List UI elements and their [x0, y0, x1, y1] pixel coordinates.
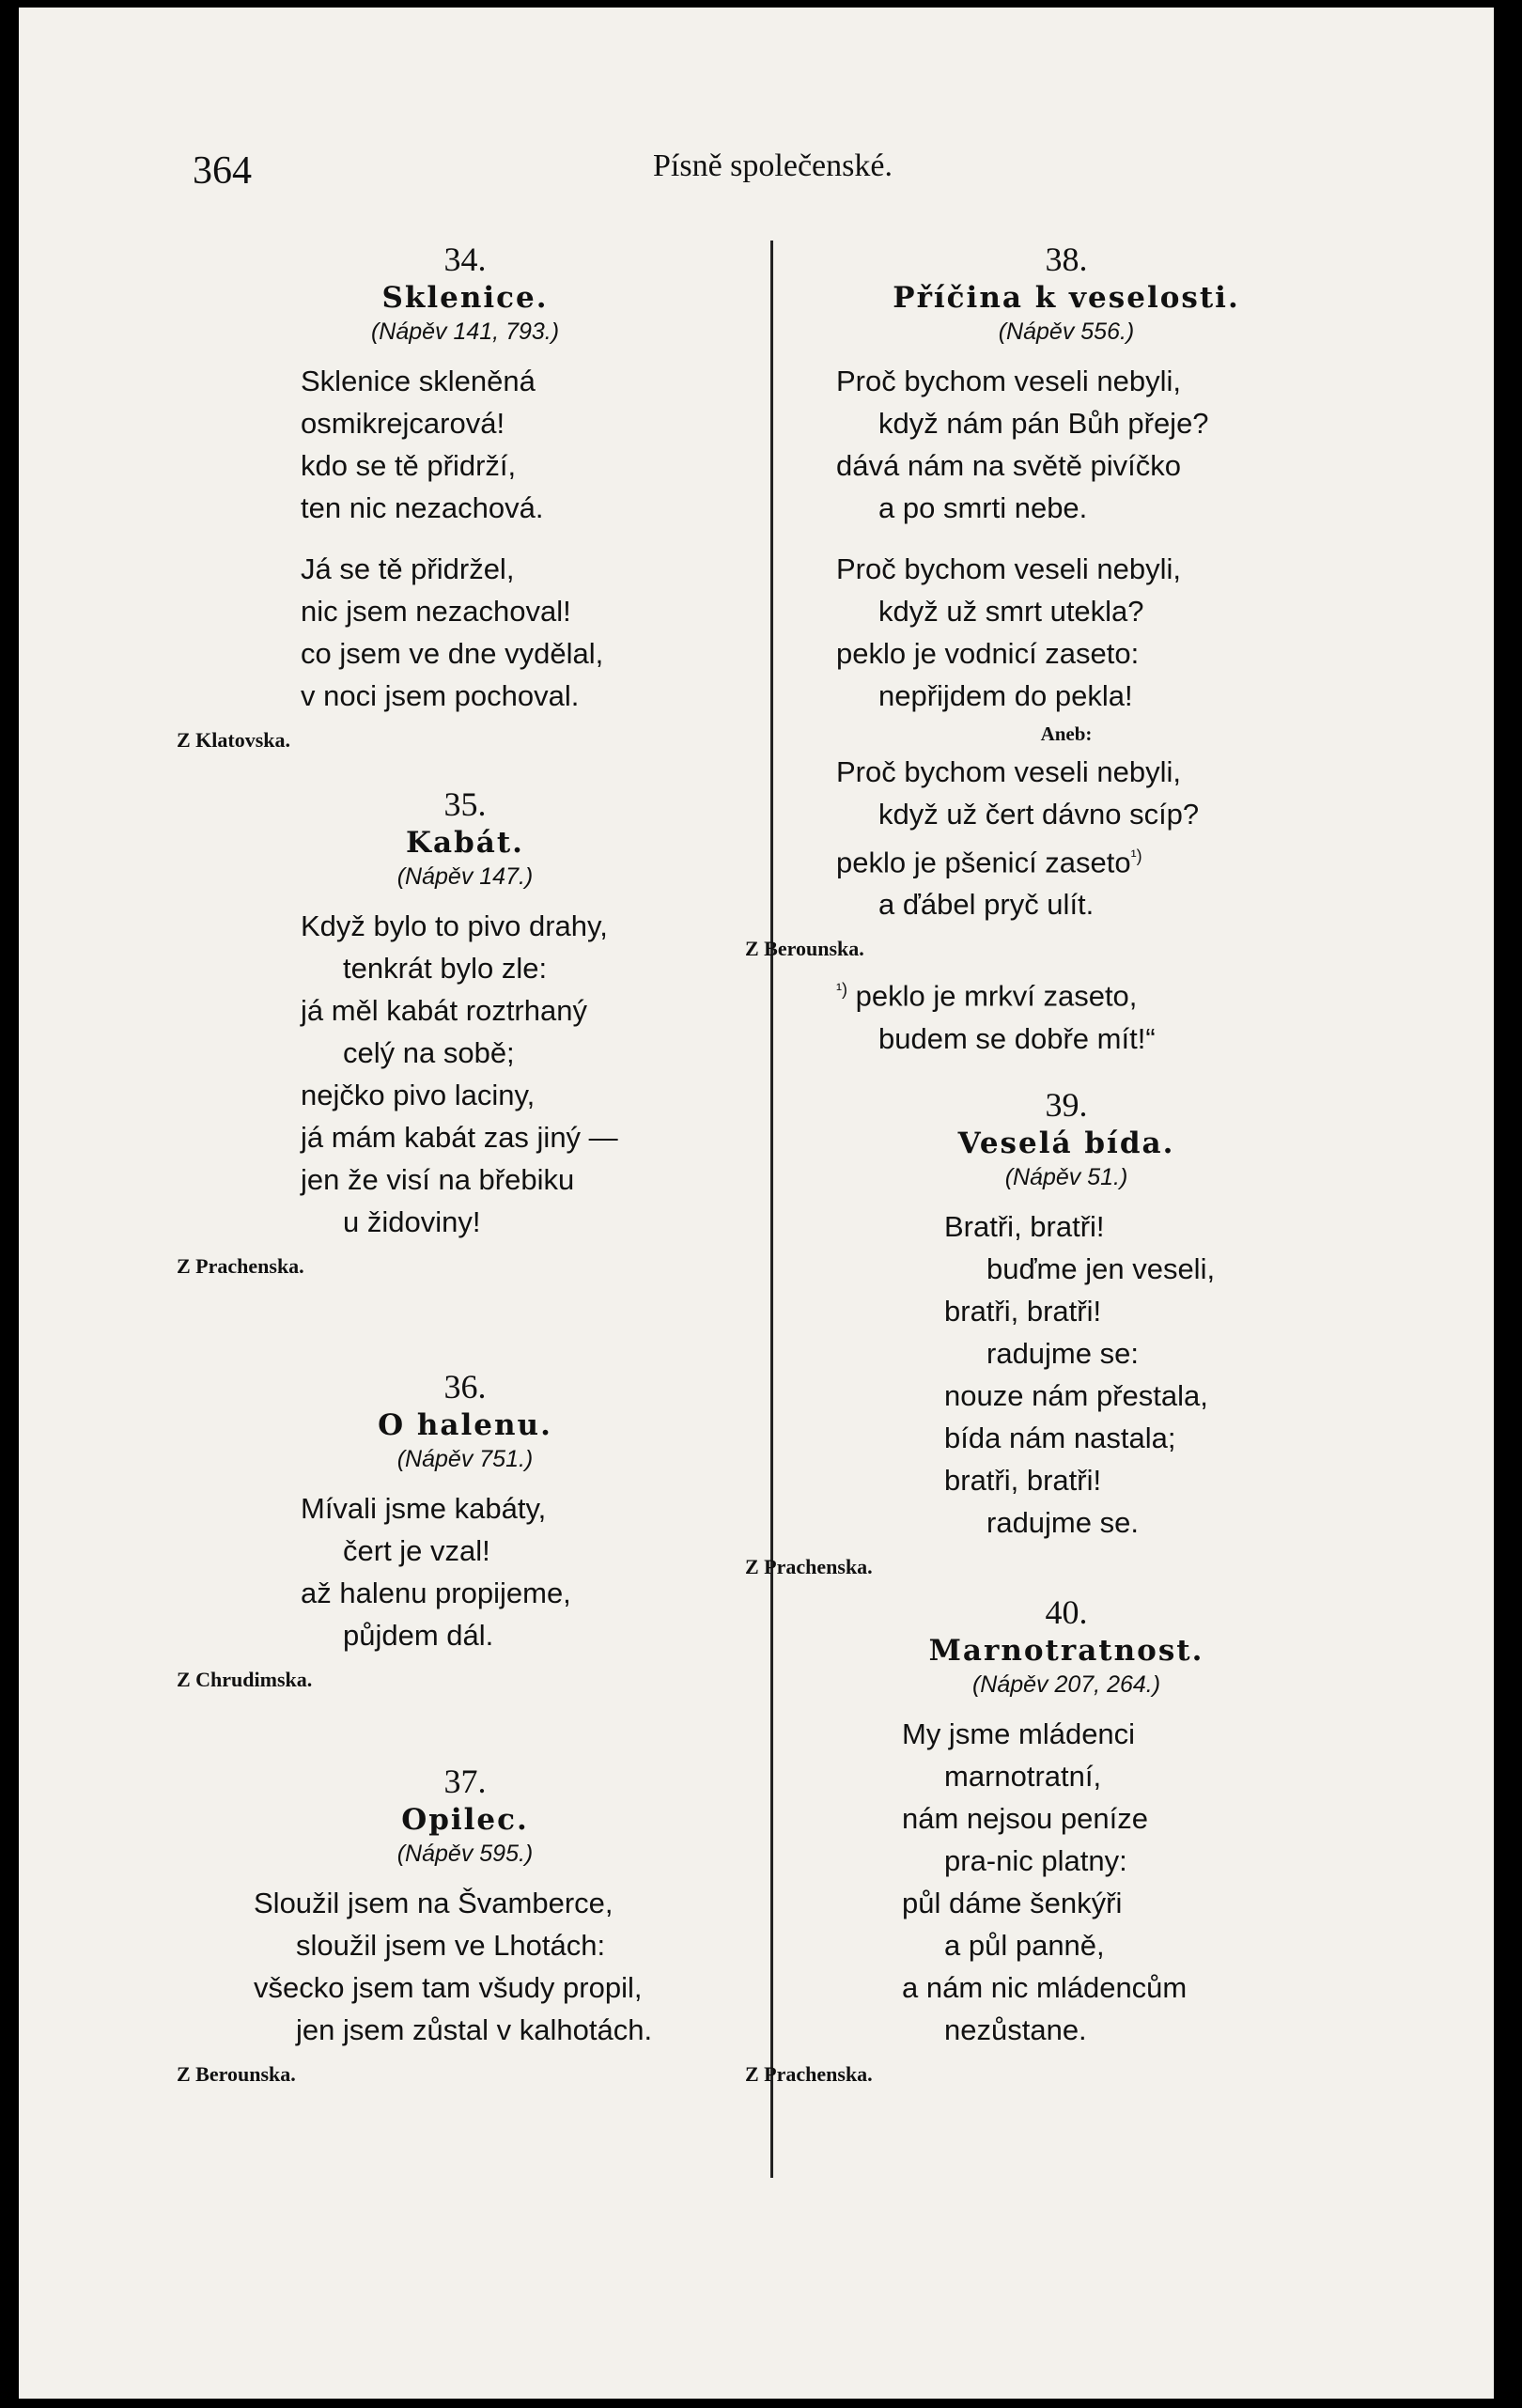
song-melody: (Nápěv 207, 264.) — [971, 1671, 1161, 1698]
song-number: 36. — [443, 1368, 487, 1406]
verse-line: jen jsem zůstal v kalhotách. — [296, 2013, 653, 2046]
verse-line: Proč bychom veseli nebyli, — [836, 755, 1181, 788]
song-title: Kabát. — [406, 826, 524, 860]
verse-line: bratři, bratři! — [944, 1295, 1102, 1328]
song-melody: (Nápěv 51.) — [1004, 1164, 1128, 1190]
verse-line: já mám kabát zas jiný — — [301, 1121, 618, 1154]
song-number: 39. — [1045, 1086, 1088, 1124]
verse-line: tenkrát bylo zle: — [343, 952, 548, 985]
song-37 — [177, 1760, 742, 2089]
verse-line: a půl panně, — [944, 1929, 1105, 1962]
stanza — [789, 1205, 1343, 1544]
verse-line: Proč bychom veseli nebyli, — [836, 365, 1181, 397]
footnote-mark: ¹) — [836, 980, 847, 1000]
song-region: Z Berounska. — [177, 2062, 296, 2086]
song-melody: (Nápěv 556.) — [998, 318, 1135, 345]
footnote-text: peklo je mrkví zaseto, — [855, 979, 1138, 1013]
verse-line: nezůstane. — [944, 2013, 1087, 2046]
song-title: Veselá bída. — [957, 1126, 1175, 1160]
song-40 — [745, 1591, 1343, 2089]
page-header — [193, 148, 944, 205]
verse-line: a nám nic mládencům — [902, 1971, 1188, 2004]
verse-line: když nám pán Bůh přeje? — [878, 407, 1209, 440]
song-region: Z Chrudimska. — [177, 1668, 313, 1691]
verse-line: dává nám na světě pivíčko — [836, 449, 1182, 482]
stanza — [789, 1713, 1343, 2051]
stanza — [188, 905, 742, 1243]
verse-line: nepřijdem do pekla! — [878, 679, 1133, 712]
verse-line: nouze nám přestala, — [944, 1379, 1208, 1412]
song-number: 35. — [443, 785, 487, 823]
song-38 — [745, 238, 1343, 1083]
stanza — [789, 548, 1343, 717]
verse-text: peklo je pšenicí zaseto — [836, 846, 1131, 879]
song-39 — [745, 1083, 1343, 1591]
song-number: 37. — [443, 1763, 487, 1800]
verse-line: pra-nic platny: — [944, 1844, 1127, 1877]
song-melody: (Nápěv 595.) — [396, 1841, 534, 1867]
song-melody: (Nápěv 147.) — [396, 863, 534, 890]
verse-line: Mívali jsme kabáty, — [301, 1492, 547, 1525]
song-region: Z Prachenska. — [745, 2062, 873, 2086]
song-title: Opilec. — [401, 1803, 529, 1837]
song-region: Z Prachenska. — [745, 1555, 873, 1578]
stanza — [188, 1882, 742, 2051]
book-page — [19, 8, 1494, 2399]
verse-line: My jsme mládenci — [902, 1717, 1136, 1750]
verse-line — [836, 835, 1343, 883]
verse-line: bída nám nastala; — [944, 1421, 1176, 1454]
stanza — [188, 548, 742, 717]
stanza — [188, 360, 742, 529]
verse-line: a ďábel pryč ulít. — [878, 888, 1095, 922]
verse-line: já měl kabát roztrhaný — [301, 994, 587, 1027]
song-title: Příčina k veselosti. — [893, 281, 1240, 315]
footnote-mark: ¹) — [1130, 847, 1142, 865]
verse-line: Já se tě přidržel, — [301, 552, 515, 585]
stanza — [188, 1487, 742, 1656]
song-number: 40. — [1045, 1593, 1088, 1631]
song-34 — [177, 238, 742, 783]
verse-line: nejčko pivo laciny, — [301, 1079, 536, 1111]
verse-line: peklo je vodnicí zaseto: — [836, 637, 1140, 670]
verse-line: buďme jen veseli, — [986, 1252, 1216, 1285]
verse-line: kdo se tě přidrží, — [301, 449, 517, 482]
verse-line: celý na sobě; — [343, 1036, 515, 1069]
song-number: 38. — [1045, 241, 1088, 278]
song-title: O halenu. — [378, 1408, 552, 1442]
verse-line: Když bylo to pivo drahy, — [301, 909, 608, 942]
verse-line: co jsem ve dne vydělal, — [301, 637, 604, 670]
left-column — [177, 238, 742, 2117]
footnote — [789, 969, 1343, 1059]
footnote-line: budem se dobře mít!“ — [878, 1021, 1156, 1055]
page-number: 364 — [193, 149, 252, 193]
verse-line: osmikrejcarová! — [301, 407, 505, 440]
verse-line: až halenu propijeme, — [301, 1577, 571, 1609]
song-region: Z Berounska. — [745, 937, 864, 961]
song-melody: (Nápěv 141, 793.) — [370, 318, 560, 345]
verse-line: když už čert dávno scíp? — [878, 798, 1200, 831]
verse-line: Proč bychom veseli nebyli, — [836, 552, 1181, 585]
aneb-label: Aneb: — [1040, 722, 1093, 745]
song-36 — [177, 1365, 742, 1760]
verse-line: když už smrt utekla? — [878, 595, 1144, 628]
song-title: Sklenice. — [381, 281, 549, 315]
song-35 — [177, 783, 742, 1365]
verse-line: bratři, bratři! — [944, 1464, 1102, 1497]
stanza — [789, 360, 1343, 529]
verse-line: Bratři, bratři! — [944, 1210, 1105, 1243]
verse-line: nic jsem nezachoval! — [301, 595, 571, 628]
verse-line: jen že visí na břebiku — [301, 1163, 575, 1196]
verse-line: u židoviny! — [343, 1205, 481, 1238]
verse-line: nám nejsou peníze — [902, 1802, 1148, 1835]
verse-line: sloužil jsem ve Lhotách: — [296, 1929, 606, 1962]
verse-line: všecko jsem tam všudy propil, — [254, 1971, 643, 2004]
footnote-line — [836, 969, 1343, 1017]
verse-line: Sklenice skleněná — [301, 365, 536, 397]
verse-line: čert je vzal! — [343, 1534, 490, 1567]
right-column — [745, 238, 1343, 2117]
verse-line: a po smrti nebe. — [878, 491, 1088, 524]
verse-line: v noci jsem pochoval. — [301, 679, 580, 712]
song-title: Marnotratnost. — [928, 1634, 1204, 1668]
verse-line: radujme se: — [986, 1337, 1139, 1370]
verse-line: ten nic nezachová. — [301, 491, 544, 524]
column-divider — [770, 241, 773, 2178]
verse-line: půl dáme šenkýři — [902, 1887, 1123, 1919]
verse-line: půjdem dál. — [343, 1619, 494, 1652]
verse-line: radujme se. — [986, 1506, 1139, 1539]
verse-line: Sloužil jsem na Švamberce, — [254, 1887, 613, 1919]
song-number: 34. — [443, 241, 487, 278]
verse-line: marnotratní, — [944, 1760, 1102, 1793]
song-region: Z Klatovska. — [177, 728, 291, 752]
alt-stanza — [789, 751, 1343, 925]
song-melody: (Nápěv 751.) — [396, 1446, 534, 1472]
song-region: Z Prachenska. — [177, 1254, 304, 1278]
running-title: Písně společenské. — [653, 148, 893, 183]
